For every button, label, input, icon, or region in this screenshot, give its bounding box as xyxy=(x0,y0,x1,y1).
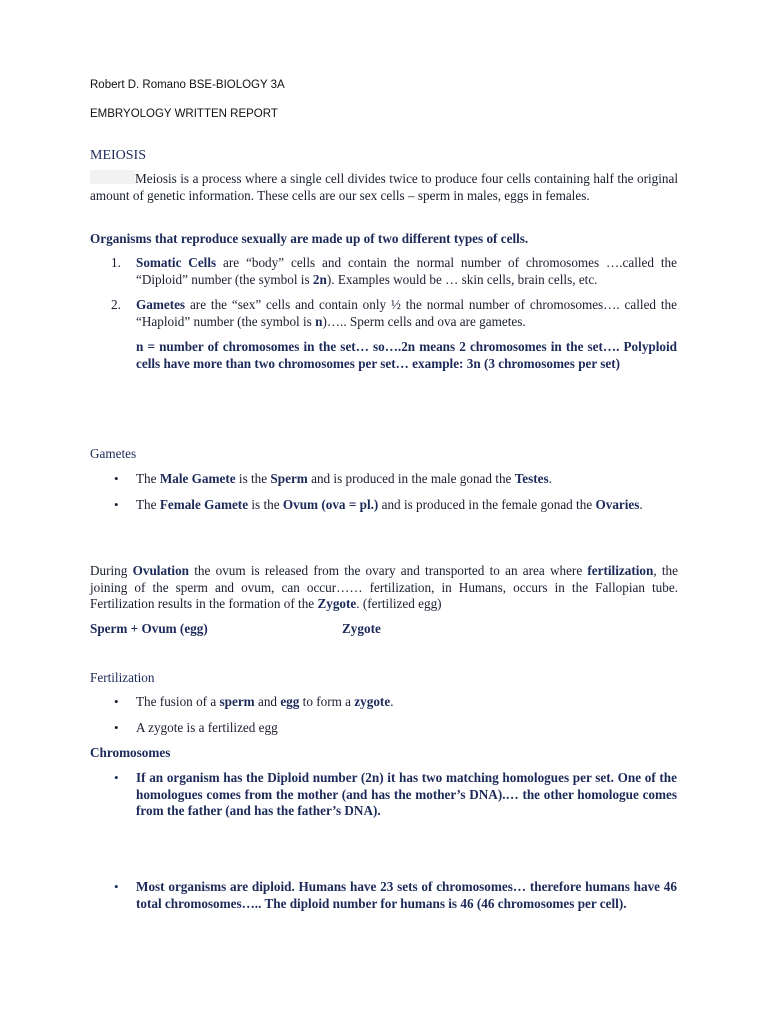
bullet-glyph: • xyxy=(114,770,119,785)
symbol: 2n xyxy=(312,271,327,287)
bold-term: Sperm xyxy=(270,471,308,486)
bullet-glyph: • xyxy=(114,694,119,709)
text: . xyxy=(390,694,394,709)
section-title-meiosis: MEIOSIS xyxy=(90,148,147,163)
organisms-heading: Organisms that reproduce sexually are made up of two different types of cells. xyxy=(90,231,529,246)
bullet-glyph: • xyxy=(114,720,119,735)
bullet-glyph: • xyxy=(114,471,119,486)
list-number: 1. xyxy=(111,255,121,270)
text: the ovum is released from the ovary and transported to an area where xyxy=(189,563,588,578)
item-text: ). Examples would be … skin cells, brain cells, etc. xyxy=(326,271,598,287)
text: is the xyxy=(248,497,283,512)
text: to form a xyxy=(299,694,355,709)
bullet-glyph: • xyxy=(114,879,119,894)
term: Gametes xyxy=(136,297,186,312)
text: . xyxy=(639,497,643,512)
text: is the xyxy=(235,471,271,486)
item-text: )….. Sperm cells and ova are gametes. xyxy=(322,313,526,329)
haploid-note: n = number of chromosomes in the set… so….2n means 2 chromosomes in the set…. Polyploid cells have more than two chromosomes per set… example: 3n (3 chromosomes per set) xyxy=(136,339,677,371)
text: . xyxy=(548,471,552,486)
gamete-female-bullet xyxy=(136,497,677,514)
text: . (fertilized egg) xyxy=(356,596,442,611)
equation-right: Zygote xyxy=(342,621,381,636)
text: and is produced in the male gonad the xyxy=(307,471,515,486)
list-number: 2. xyxy=(111,297,121,312)
bold-term: Female Gamete xyxy=(159,497,249,512)
report-title: EMBRYOLOGY WRITTEN REPORT xyxy=(90,108,278,120)
fertilization-bullet-2: A zygote is a fertilized egg xyxy=(136,720,278,735)
list-item-gametes xyxy=(136,297,677,330)
chromosomes-bullet-1: If an organism has the Diploid number (2n) it has two matching homologues per set. One of the homologues comes from the mother (and has the mother’s DNA).… the other homologue comes from the father (and has the father’s DNA). xyxy=(136,770,677,818)
bold-term: Ovaries xyxy=(595,497,640,512)
text: The xyxy=(136,471,160,486)
text: and xyxy=(254,694,281,709)
bold-term: Ovum (ova = pl.) xyxy=(282,497,379,512)
bold-term: sperm xyxy=(219,694,255,709)
section-title-chromosomes: Chromosomes xyxy=(90,745,171,760)
bold-term: fertilization xyxy=(587,563,654,578)
gamete-male-bullet xyxy=(136,471,677,488)
text: The fusion of a xyxy=(136,694,220,709)
term: Somatic Cells xyxy=(136,255,217,270)
bold-term: Testes xyxy=(514,471,549,486)
text: The xyxy=(136,497,160,512)
text: and is produced in the female gonad the xyxy=(378,497,596,512)
section-title-gametes: Gametes xyxy=(90,446,137,461)
bold-term: Ovulation xyxy=(132,563,190,578)
symbol: n xyxy=(315,313,323,329)
fertilization-bullet-1 xyxy=(136,694,677,711)
item-text: are “body” cells and contain the normal number of chromosomes ….called the “Diploid” number (the symbol is xyxy=(136,255,677,287)
ovulation-paragraph xyxy=(90,563,678,613)
bullet-glyph: • xyxy=(114,497,119,512)
text: During xyxy=(90,563,133,578)
meiosis-intro: Meiosis is a process where a single cell divides twice to produce four cells containing half the original amount of genetic information. These cells are our sex cells – sperm in males, eggs in females. xyxy=(90,171,678,203)
section-title-fertilization: Fertilization xyxy=(90,670,155,685)
bold-term: Male Gamete xyxy=(159,471,236,486)
equation-left: Sperm + Ovum (egg) xyxy=(90,621,208,636)
list-item-somatic-cells xyxy=(136,255,677,288)
bold-term: zygote xyxy=(354,694,391,709)
bold-term: egg xyxy=(280,694,300,709)
author-line: Robert D. Romano BSE-BIOLOGY 3A xyxy=(90,79,285,91)
bold-term: Zygote xyxy=(317,596,357,611)
item-text: are the “sex” cells and contain only ½ the normal number of chromosomes…. called the “Haploid” number (the symbol is xyxy=(136,297,677,329)
text: , the joining of the sperm and ovum, can occur…… fertilization, in Humans, occurs in the Fallopian tube. Fertilization results in the formation of the xyxy=(90,563,678,611)
chromosomes-bullet-2: Most organisms are diploid. Humans have 23 sets of chromosomes… therefore humans have 46 total chromosomes….. The diploid number for humans is 46 (46 chromosomes per cell). xyxy=(136,879,677,911)
